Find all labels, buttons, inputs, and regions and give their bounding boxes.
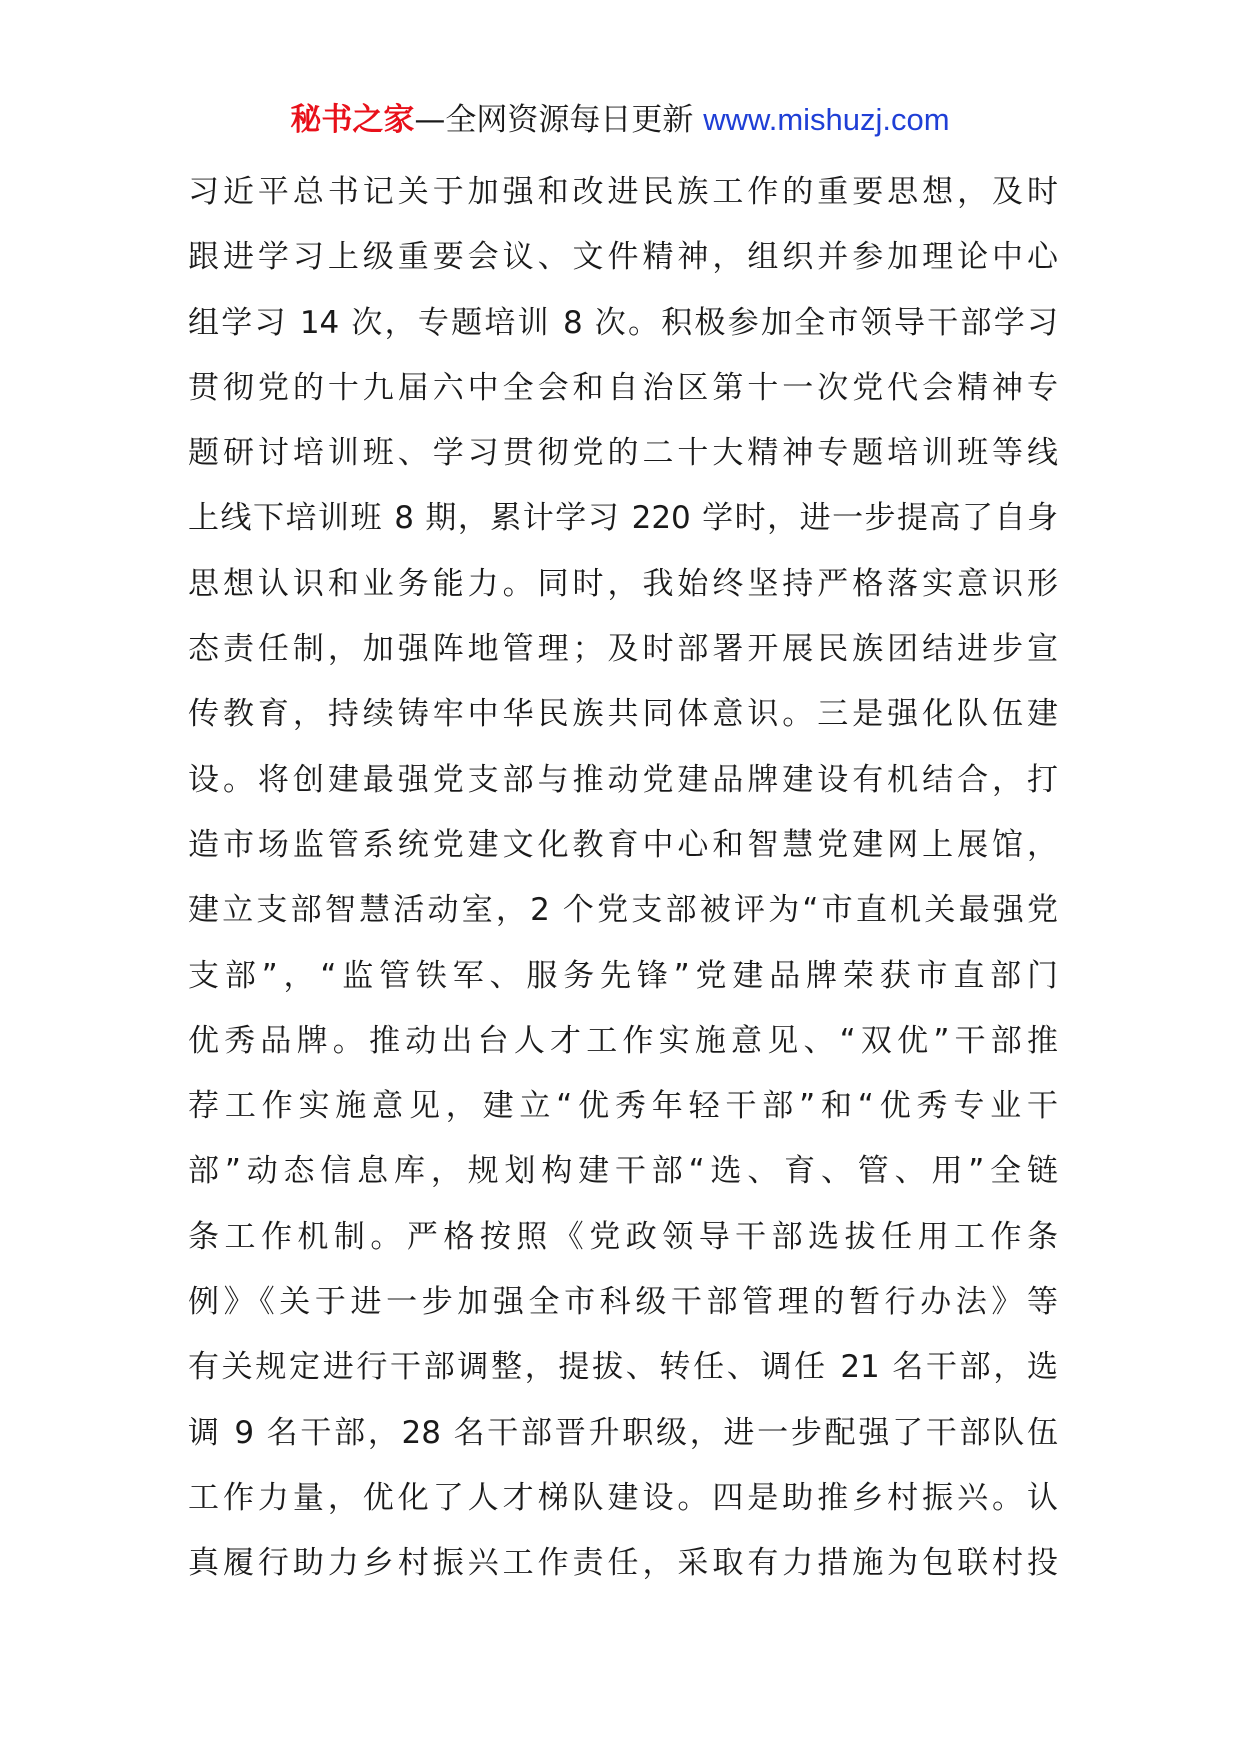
text-line: 题研讨培训班、学习贯彻党的二十大精神专题培训班等线: [188, 435, 1058, 472]
text-line: 传教育，持续铸牢中华民族共同体意识。三是强化队伍建: [188, 696, 1058, 733]
body-text: [188, 160, 1058, 1597]
text-line: 工作力量，优化了人才梯队建设。四是助推乡村振兴。认: [188, 1479, 1058, 1516]
text-line: 造市场监管系统党建文化教育中心和智慧党建网上展馆，: [188, 826, 1058, 863]
text-line: 真履行助力乡村振兴工作责任，采取有力措施为包联村投: [188, 1545, 1058, 1582]
text-line: 上线下培训班 8 期，累计学习 220 学时，进一步提高了自身: [188, 500, 1058, 537]
text-line: 例》《关于进一步加强全市科级干部管理的暂行办法》等: [188, 1284, 1058, 1321]
site-url: www.mishuzj.com: [703, 102, 950, 137]
text-line: 荐工作实施意见，建立“优秀年轻干部”和“优秀专业干: [188, 1088, 1058, 1125]
text-line: 支部”，“监管铁军、服务先锋”党建品牌荣获市直部门: [188, 957, 1058, 994]
text-line: 部”动态信息库，规划构建干部“选、育、管、用”全链: [188, 1153, 1058, 1190]
brand-name: 秘书之家: [290, 102, 415, 138]
text-line: 建立支部智慧活动室，2 个党支部被评为“市直机关最强党: [188, 892, 1058, 929]
text-line: 调 9 名干部，28 名干部晋升职级，进一步配强了干部队伍: [188, 1414, 1058, 1451]
text-line: 习近平总书记关于加强和改进民族工作的重要思想，及时: [188, 174, 1058, 210]
text-line: 跟进学习上级重要会议、文件精神，组织并参加理论中心: [188, 239, 1058, 276]
text-line: 设。将创建最强党支部与推动党建品牌建设有机结合，打: [188, 761, 1058, 798]
text-line: 条工作机制。严格按照《党政领导干部选拔任用工作条: [188, 1218, 1058, 1255]
text-line: 贯彻党的十九届六中全会和自治区第十一次党代会精神专: [188, 369, 1058, 406]
text-line: 组学习 14 次，专题培训 8 次。积极参加全市领导干部学习: [188, 304, 1058, 341]
text-line: 有关规定进行干部调整，提拔、转任、调任 21 名干部，选: [188, 1349, 1058, 1386]
header-slogan: —全网资源每日更新: [414, 102, 694, 138]
page-header: [0, 98, 1240, 142]
text-line: 优秀品牌。推动出台人才工作实施意见、“双优”干部推: [188, 1022, 1058, 1059]
text-line: 态责任制，加强阵地管理；及时部署开展民族团结进步宣: [188, 631, 1058, 668]
text-line: 思想认识和业务能力。同时，我始终坚持严格落实意识形: [188, 565, 1058, 602]
